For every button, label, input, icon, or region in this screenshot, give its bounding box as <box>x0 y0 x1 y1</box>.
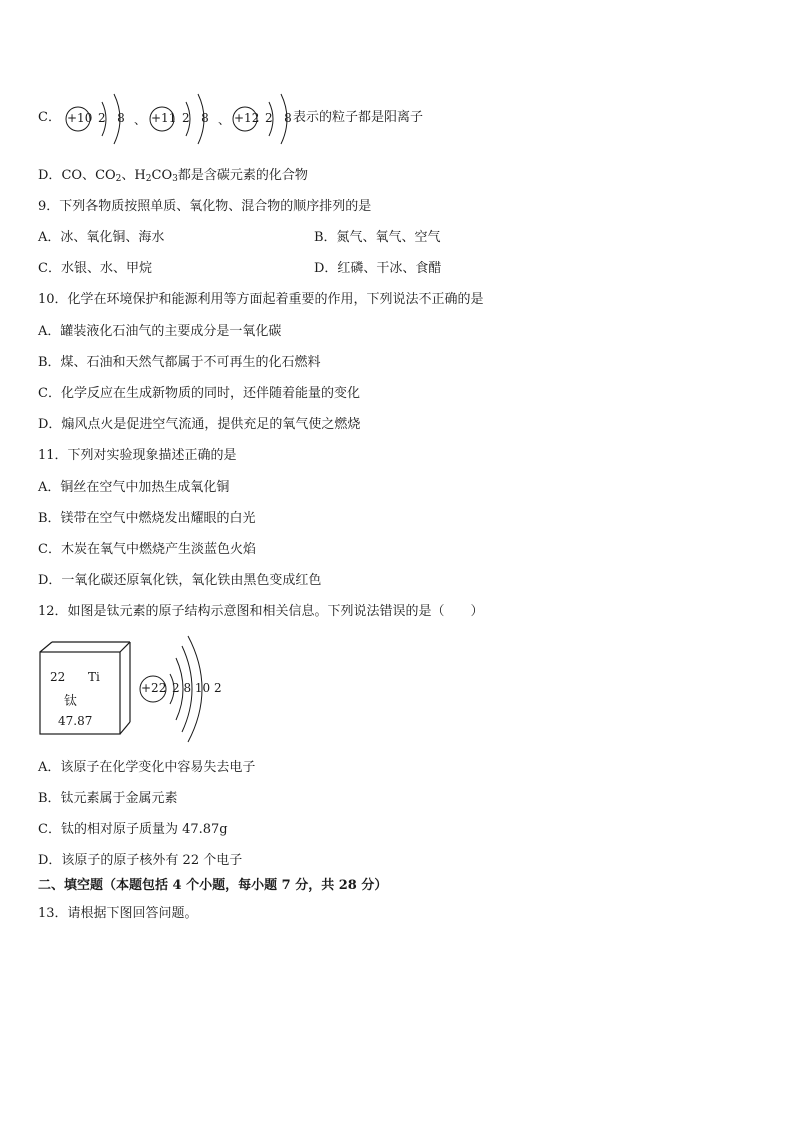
ion-separator-2: 、 <box>218 113 231 127</box>
q8-option-d-label: D． <box>38 168 62 183</box>
titanium-atom-diagram <box>136 632 222 748</box>
q10-option-b: B．煤、石油和天然气都属于不可再生的化石燃料 <box>38 355 321 370</box>
card-edge-bottom-right <box>120 722 130 734</box>
ion-diagram-3 <box>229 90 301 150</box>
q11-option-a: A．铜丝在空气中加热生成氧化铜 <box>38 480 230 495</box>
q12-stem: 12．如图是钛元素的原子结构示意图和相关信息。下列说法错误的是（ ） <box>38 604 484 619</box>
card-edge-top-left <box>40 642 52 652</box>
element-atomic-number: 22 <box>50 670 66 684</box>
q13-stem: 13．请根据下图回答问题。 <box>38 906 198 921</box>
q8-option-d-text: 都是含碳元素的化合物 <box>177 168 308 183</box>
formula-co: CO <box>61 168 83 183</box>
ti-nucleus-charge: +22 <box>141 681 167 695</box>
ion-3-nucleus: +12 <box>234 111 260 125</box>
q9-option-d: D．红磷、干冰、食醋 <box>314 261 442 276</box>
element-symbol: Ti <box>88 670 100 684</box>
q9-option-c: C．水银、水、甲烷 <box>38 261 152 276</box>
section-2-heading: 二、填空题（本题包括 4 个小题，每小题 7 分，共 28 分） <box>38 878 388 893</box>
q8-option-d <box>38 168 308 184</box>
ion-1-nucleus: +10 <box>67 111 93 125</box>
ion-3-shells: 2 8 <box>265 111 292 125</box>
q11-option-d: D．一氧化碳还原氧化铁，氧化铁由黑色变成红色 <box>38 573 322 588</box>
card-edge-top-right <box>120 642 130 652</box>
ion-2-shells: 2 8 <box>182 111 209 125</box>
q9-option-b: B．氮气、氧气、空气 <box>314 230 441 245</box>
element-card <box>36 640 136 736</box>
q12-option-a: A．该原子在化学变化中容易失去电子 <box>38 760 256 775</box>
formula-co2-sub: 2 <box>115 174 122 184</box>
q11-option-b: B．镁带在空气中燃烧发出耀眼的白光 <box>38 511 256 526</box>
formula-co2: CO <box>95 168 116 183</box>
q12-option-d: D．该原子的原子核外有 22 个电子 <box>38 853 243 868</box>
ion-1-shells: 2 8 <box>98 111 125 125</box>
q8-option-c-text: 表示的粒子都是阳离子 <box>293 110 424 125</box>
q8-option-c-label: C． <box>38 110 61 125</box>
q11-stem: 11．下列对实验现象描述正确的是 <box>38 448 237 463</box>
q10-stem: 10．化学在环境保护和能源利用等方面起着重要的作用，下列说法不正确的是 <box>38 292 484 307</box>
formula-sep-2: 、 <box>121 168 135 183</box>
element-atomic-mass: 47.87 <box>58 714 93 728</box>
ion-diagram-2 <box>146 90 218 150</box>
formula-h2co3-co3-sub: 3 <box>172 174 178 184</box>
q12-option-b: B．钛元素属于金属元素 <box>38 791 178 806</box>
q10-option-a: A．罐装液化石油气的主要成分是一氧化碳 <box>38 324 282 339</box>
q10-option-d: D．煽风点火是促进空气流通，提供充足的氧气使之燃烧 <box>38 417 361 432</box>
formula-h2co3-h: H <box>134 168 146 183</box>
element-name: 钛 <box>64 694 78 709</box>
q11-option-c: C．木炭在氧气中燃烧产生淡蓝色火焰 <box>38 542 256 557</box>
formula-h2co3-co: CO <box>151 168 173 183</box>
formula-sep-1: 、 <box>82 168 96 183</box>
q10-option-c: C．化学反应在生成新物质的同时，还伴随着能量的变化 <box>38 386 360 401</box>
q9-option-a: A．冰、氧化铜、海水 <box>38 230 165 245</box>
ion-diagram-1 <box>62 90 134 150</box>
q9-stem: 9．下列各物质按照单质、氧化物、混合物的顺序排列的是 <box>38 199 372 214</box>
formula-h2co3-h-sub: 2 <box>145 174 152 184</box>
ion-2-nucleus: +11 <box>151 111 177 125</box>
ion-separator-1: 、 <box>134 113 147 127</box>
ti-shell-electrons: 2 8 10 2 <box>172 681 222 695</box>
q12-option-c: C．钛的相对原子质量为 47.87g <box>38 822 228 837</box>
